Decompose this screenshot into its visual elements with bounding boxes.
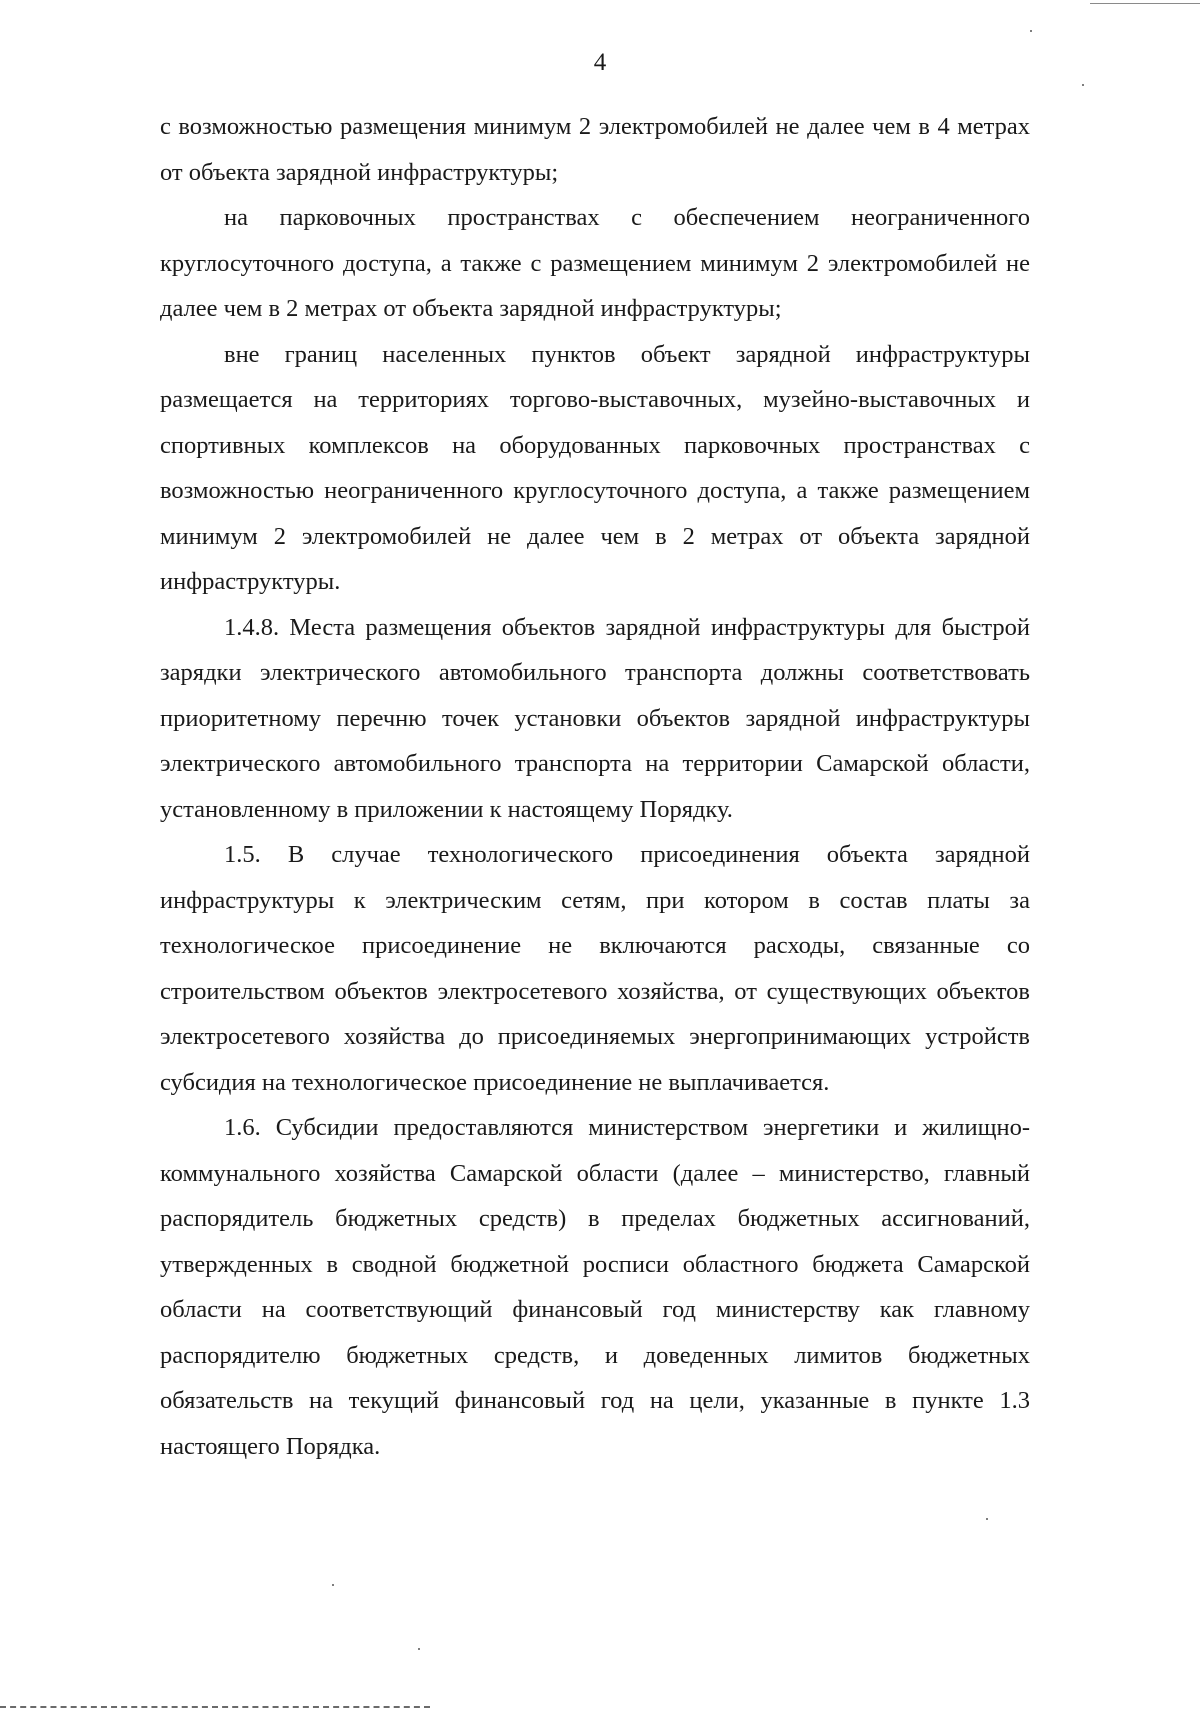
document-body — [160, 104, 1030, 1469]
scan-speck — [986, 1518, 988, 1520]
scan-speck — [332, 1584, 334, 1586]
scan-speck — [1082, 84, 1084, 86]
paragraph-continuation: с возможностью размещения минимум 2 электромобилей не далее чем в 4 метрах от объекта зарядной инфраструктуры; — [160, 113, 1030, 186]
paragraph-parking-spaces: на парковочных пространствах с обеспечением неограниченного круглосуточного доступа, а также с размещением минимум 2 электромобилей не далее чем в 2 метрах от объекта зарядной инфраструктуры; — [160, 204, 1030, 322]
page-number: 4 — [593, 49, 607, 76]
paragraph-1-4-8: 1.4.8. Места размещения объектов зарядной инфраструктуры для быстрой зарядки электрического автомобильного транспорта должны соответствовать приоритетному перечню точек установки объектов зарядной инфраструктуры электрического автомобильного транспорта на территории Самарской области, установленному в приложении к настоящему Порядку. — [160, 613, 1030, 823]
scan-edge-line-top — [1090, 3, 1200, 4]
scan-speck — [418, 1648, 420, 1650]
scan-edge-line-bottom — [0, 1706, 430, 1708]
paragraph-1-6: 1.6. Субсидии предоставляются министерством энергетики и жилищно-коммунального хозяйства Самарской области (далее – министерство, главный распорядитель бюджетных средств) в пределах бюджетных ассигнований, утвержденных в сводной бюджетной росписи областного бюджета Самарской области на соответствующий финансовый год министерству как главному распорядителю бюджетных средств, и доведенных лимитов бюджетных обязательств на текущий финансовый год на цели, указанные в пункте 1.3 настоящего Порядка. — [160, 1114, 1030, 1460]
paragraph-outside-settlements: вне границ населенных пунктов объект зарядной инфраструктуры размещается на территориях торгово-выставочных, музейно-выставочных и спортивных комплексов на оборудованных парковочных пространствах с возможностью неограниченного круглосуточного доступа, а также размещением минимум 2 электромобилей не далее чем в 2 метрах от объекта зарядной инфраструктуры. — [160, 340, 1030, 595]
paragraph-1-5: 1.5. В случае технологического присоединения объекта зарядной инфраструктуры к электрическим сетям, при котором в состав платы за технологическое присоединение не включаются расходы, связанные со строительством объектов электросетевого хозяйства, от существующих объектов электросетевого хозяйства до присоединяемых энергопринимающих устройств субсидия на технологическое присоединение не выплачивается. — [160, 841, 1030, 1096]
scan-speck — [1030, 30, 1032, 32]
